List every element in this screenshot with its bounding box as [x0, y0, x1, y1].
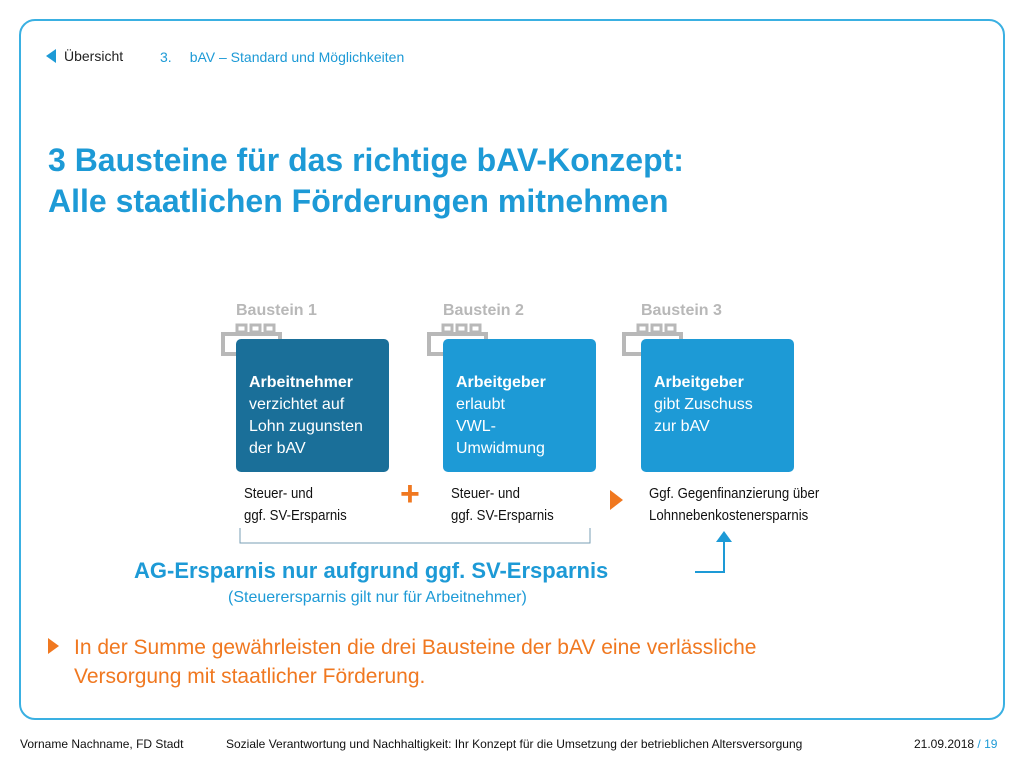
highlight-note: (Steuerersparnis gilt nur für Arbeitnehmer)	[228, 589, 527, 606]
baustein-1-text-2: Lohn zugunsten	[249, 418, 363, 435]
baustein-1-heading: Arbeitnehmer	[249, 374, 354, 391]
title-line-2: Alle staatlichen Förderungen mitnehmen	[48, 183, 669, 219]
plus-operator: +	[400, 475, 420, 513]
footer-author: Vorname Nachname, FD Stadt	[20, 737, 184, 751]
baustein-3-note-1: Ggf. Gegenfinanzierung über	[649, 485, 820, 502]
footer-date: 21.09.2018	[914, 737, 975, 751]
title-line-1: 3 Bausteine für das richtige bAV-Konzept:	[48, 142, 684, 178]
baustein-2-note-2: ggf. SV-Ersparnis	[451, 507, 554, 524]
footer-pagination	[914, 737, 997, 751]
summary-line-1: In der Summe gewährleisten die drei Bausteine der bAV eine verlässliche	[74, 636, 757, 659]
baustein-1-note-1: Steuer- und	[244, 485, 313, 502]
section-title: bAV – Standard und Möglichkeiten	[189, 49, 405, 65]
arrow-up-icon	[716, 531, 732, 542]
baustein-2-label: Baustein 2	[443, 302, 524, 319]
back-label: Übersicht	[64, 48, 124, 64]
baustein-2-text-1: erlaubt	[456, 396, 505, 413]
baustein-3-note-2: Lohnnebenkostenersparnis	[649, 507, 809, 524]
footer-subject: Soziale Verantwortung und Nachhaltigkeit: Ihr Konzept für die Umsetzung der betrieblichen Altersversorgung	[226, 737, 803, 751]
baustein-2-text-3: Umwidmung	[456, 440, 545, 457]
summary-text	[74, 633, 894, 691]
baustein-1-note-2: ggf. SV-Ersparnis	[244, 507, 347, 524]
summary-line-2: Versorgung mit staatlicher Förderung.	[74, 665, 426, 688]
page-number: 19	[984, 737, 998, 751]
footer-separator: /	[974, 737, 985, 751]
baustein-3-text-1: gibt Zuschuss	[654, 396, 753, 413]
section-number: 3.	[160, 49, 172, 65]
baustein-1-label: Baustein 1	[236, 302, 317, 319]
baustein-3-heading: Arbeitgeber	[654, 374, 744, 391]
baustein-1-text-3: der bAV	[249, 440, 306, 457]
baustein-3-text-2: zur bAV	[654, 418, 710, 435]
baustein-2-text-2: VWL-	[456, 418, 496, 435]
baustein-1-text-1: verzichtet auf	[249, 396, 345, 413]
bullet-icon	[48, 638, 59, 654]
baustein-3-label: Baustein 3	[641, 302, 722, 319]
highlight-statement: AG-Ersparnis nur aufgrund ggf. SV-Ersparnis	[134, 558, 609, 583]
baustein-2-heading: Arbeitgeber	[456, 374, 546, 391]
baustein-2-note-1: Steuer- und	[451, 485, 520, 502]
